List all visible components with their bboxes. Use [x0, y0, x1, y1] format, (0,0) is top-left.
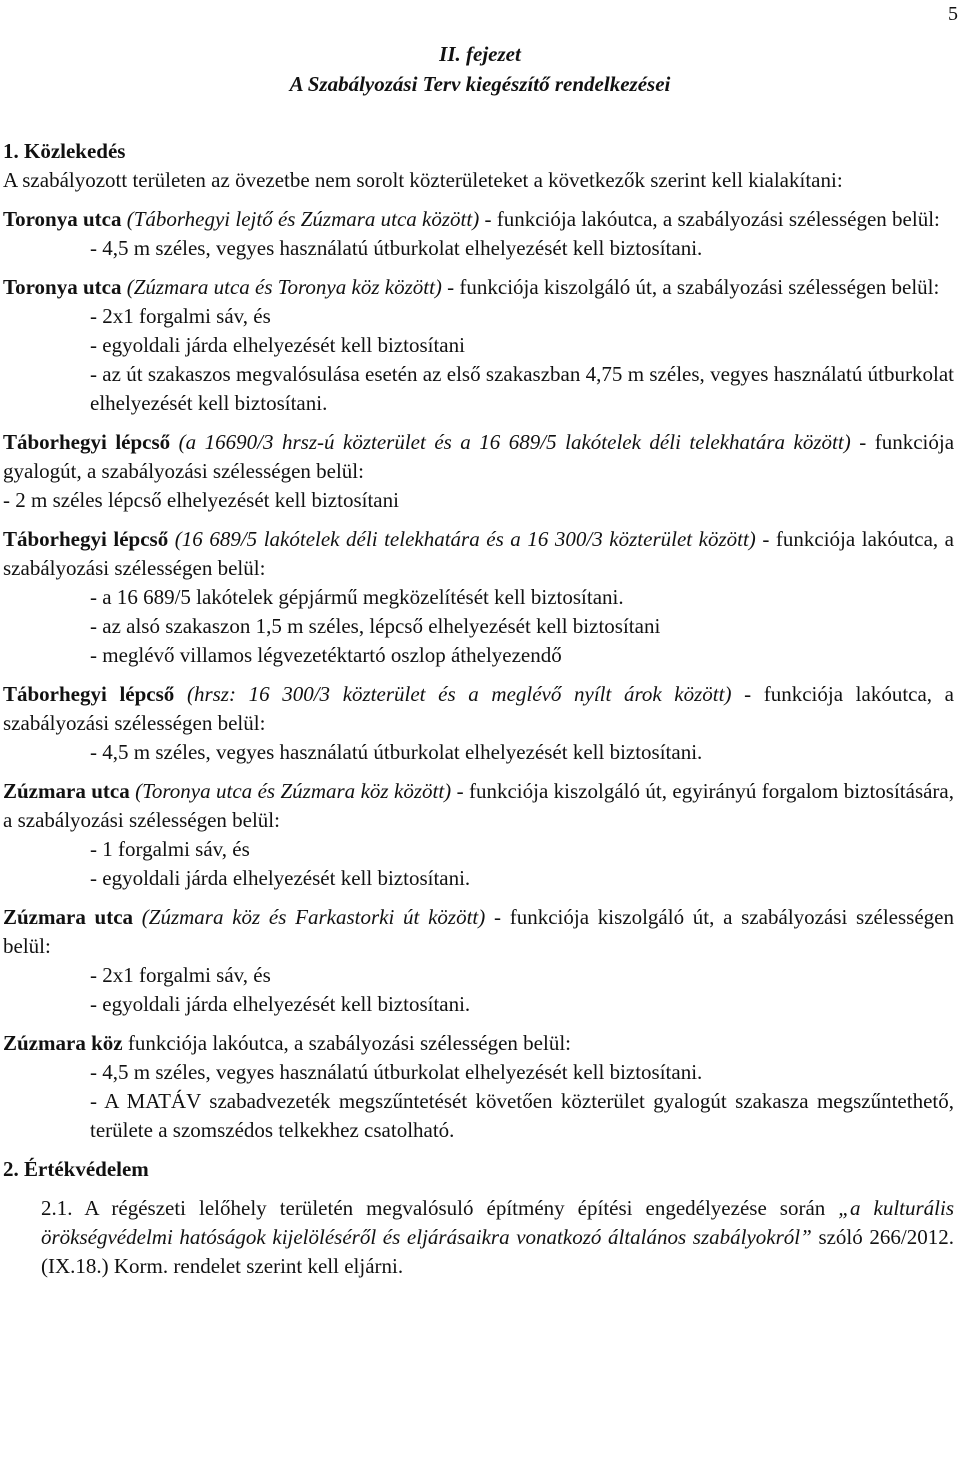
requirement-item: - egyoldali járda elhelyezését kell biztosítani.	[90, 866, 471, 890]
requirement-item: - 2 m széles lépcső elhelyezését kell biztosítani	[3, 488, 399, 512]
street-entry	[3, 903, 954, 961]
requirement-item: - 4,5 m széles, vegyes használatú útburkolat elhelyezését kell biztosítani.	[90, 1060, 703, 1084]
requirement-item: - 2x1 forgalmi sáv, és	[90, 963, 271, 987]
street-function: - funkciója kiszolgáló út, egyirányú forgalom biztosítására, a szabályozási szélességen belül:	[3, 779, 954, 832]
street-function: - funkciója gyalogút, a szabályozási szélességen belül:	[3, 430, 955, 483]
street-name: Táborhegyi lépcső	[3, 430, 171, 454]
street-name: Zúzmara utca	[3, 779, 130, 803]
requirement-item: - egyoldali járda elhelyezését kell biztosítani.	[90, 992, 471, 1016]
street-function: - funkciója kiszolgáló út, a szabályozási szélességen belül:	[441, 275, 940, 299]
street-entry	[3, 1029, 954, 1058]
section-intro: A szabályozott területen az övezetbe nem sorolt közterületeket a következők szerint kell kialakítani:	[3, 168, 843, 192]
requirement-item: - 1 forgalmi sáv, és	[90, 837, 250, 861]
street-name: Toronya utca	[3, 207, 122, 231]
requirement-item: - meglévő villamos légvezetéktartó oszlop áthelyezendő	[90, 643, 562, 667]
subsection-2-1	[3, 1194, 954, 1281]
street-entry	[3, 205, 954, 234]
section-title-ertekvedelem: 2. Értékvédelem	[3, 1157, 149, 1181]
street-function: - funkciója lakóutca, a szabályozási szélességen belül:	[3, 682, 955, 735]
street-name: Zúzmara utca	[3, 905, 134, 929]
chapter-title: A Szabályozási Terv kiegészítő rendelkezései	[289, 72, 671, 96]
street-name: Zúzmara köz	[3, 1031, 123, 1055]
street-name: Táborhegyi lépcső	[3, 682, 175, 706]
page-number: 5	[948, 3, 958, 25]
requirement-item: - a 16 689/5 lakótelek gépjármű megközelítését kell biztosítani.	[90, 585, 624, 609]
subsection-text: A régészeti lelőhely területén megvalósuló építmény építési engedélyezése során	[72, 1196, 839, 1220]
street-function: funkciója lakóutca, a szabályozási szélességen belül:	[122, 1031, 571, 1055]
street-range: (Zúzmara köz és Farkastorki út között)	[141, 905, 486, 929]
requirement-item: - 4,5 m széles, vegyes használatú útburkolat elhelyezését kell biztosítani.	[90, 236, 703, 260]
street-range: (Zúzmara utca és Toronya köz között)	[126, 275, 442, 299]
regulation-quote: „a kulturális örökségvédelmi hatóságok kijelöléséről és eljárásaikra vonatkozó általános szabályokról”	[41, 1196, 954, 1249]
street-range: (Táborhegyi lejtő és Zúzmara utca között)	[126, 207, 480, 231]
document-body	[3, 137, 954, 1281]
street-entry	[3, 525, 954, 583]
street-name: Táborhegyi lépcső	[3, 527, 169, 551]
street-entry	[3, 273, 954, 302]
street-name: Toronya utca	[3, 275, 122, 299]
street-range: (16 689/5 lakótelek déli telekhatára és a 16 300/3 közterület között)	[174, 527, 756, 551]
chapter-number: II. fejezet	[439, 42, 521, 66]
street-entry	[3, 777, 954, 835]
requirement-item: - 4,5 m széles, vegyes használatú útburkolat elhelyezését kell biztosítani.	[90, 740, 703, 764]
subsection-text-end: szóló 266/2012. (IX.18.) Korm. rendelet szerint kell eljárni.	[41, 1225, 954, 1278]
requirement-item: - A MATÁV szabadvezeték megszűntetését követően közterület gyalogút szakasza megszűntethető, területe a szomszédos telkekhez csatolható.	[90, 1089, 954, 1142]
requirement-item: - az út szakaszos megvalósulása esetén az első szakaszban 4,75 m széles, vegyes használatú útburkolat elhelyezését kell biztosítani.	[90, 362, 954, 415]
street-entry	[3, 680, 954, 738]
requirement-item: - az alsó szakaszon 1,5 m széles, lépcső elhelyezését kell biztosítani	[90, 614, 661, 638]
street-function: - funkciója kiszolgáló út, a szabályozási szélességen belül:	[3, 905, 954, 958]
requirement-item: - egyoldali járda elhelyezését kell biztosítani	[90, 333, 465, 357]
street-range: (a 16690/3 hrsz-ú közterület és a 16 689/5 lakótelek déli telekhatára között)	[178, 430, 851, 454]
requirement-item: - 2x1 forgalmi sáv, és	[90, 304, 271, 328]
street-range: (hrsz: 16 300/3 közterület és a meglévő nyílt árok között)	[186, 682, 732, 706]
street-entry	[3, 428, 954, 486]
subsection-number: 2.1.	[41, 1196, 73, 1220]
street-function: - funkciója lakóutca, a szabályozási szélességen belül:	[479, 207, 940, 231]
street-range: (Toronya utca és Zúzmara köz között)	[135, 779, 452, 803]
section-title-kozlekedes: 1. Közlekedés	[3, 139, 126, 163]
street-function: - funkciója lakóutca, a szabályozási szélességen belül:	[3, 527, 955, 580]
